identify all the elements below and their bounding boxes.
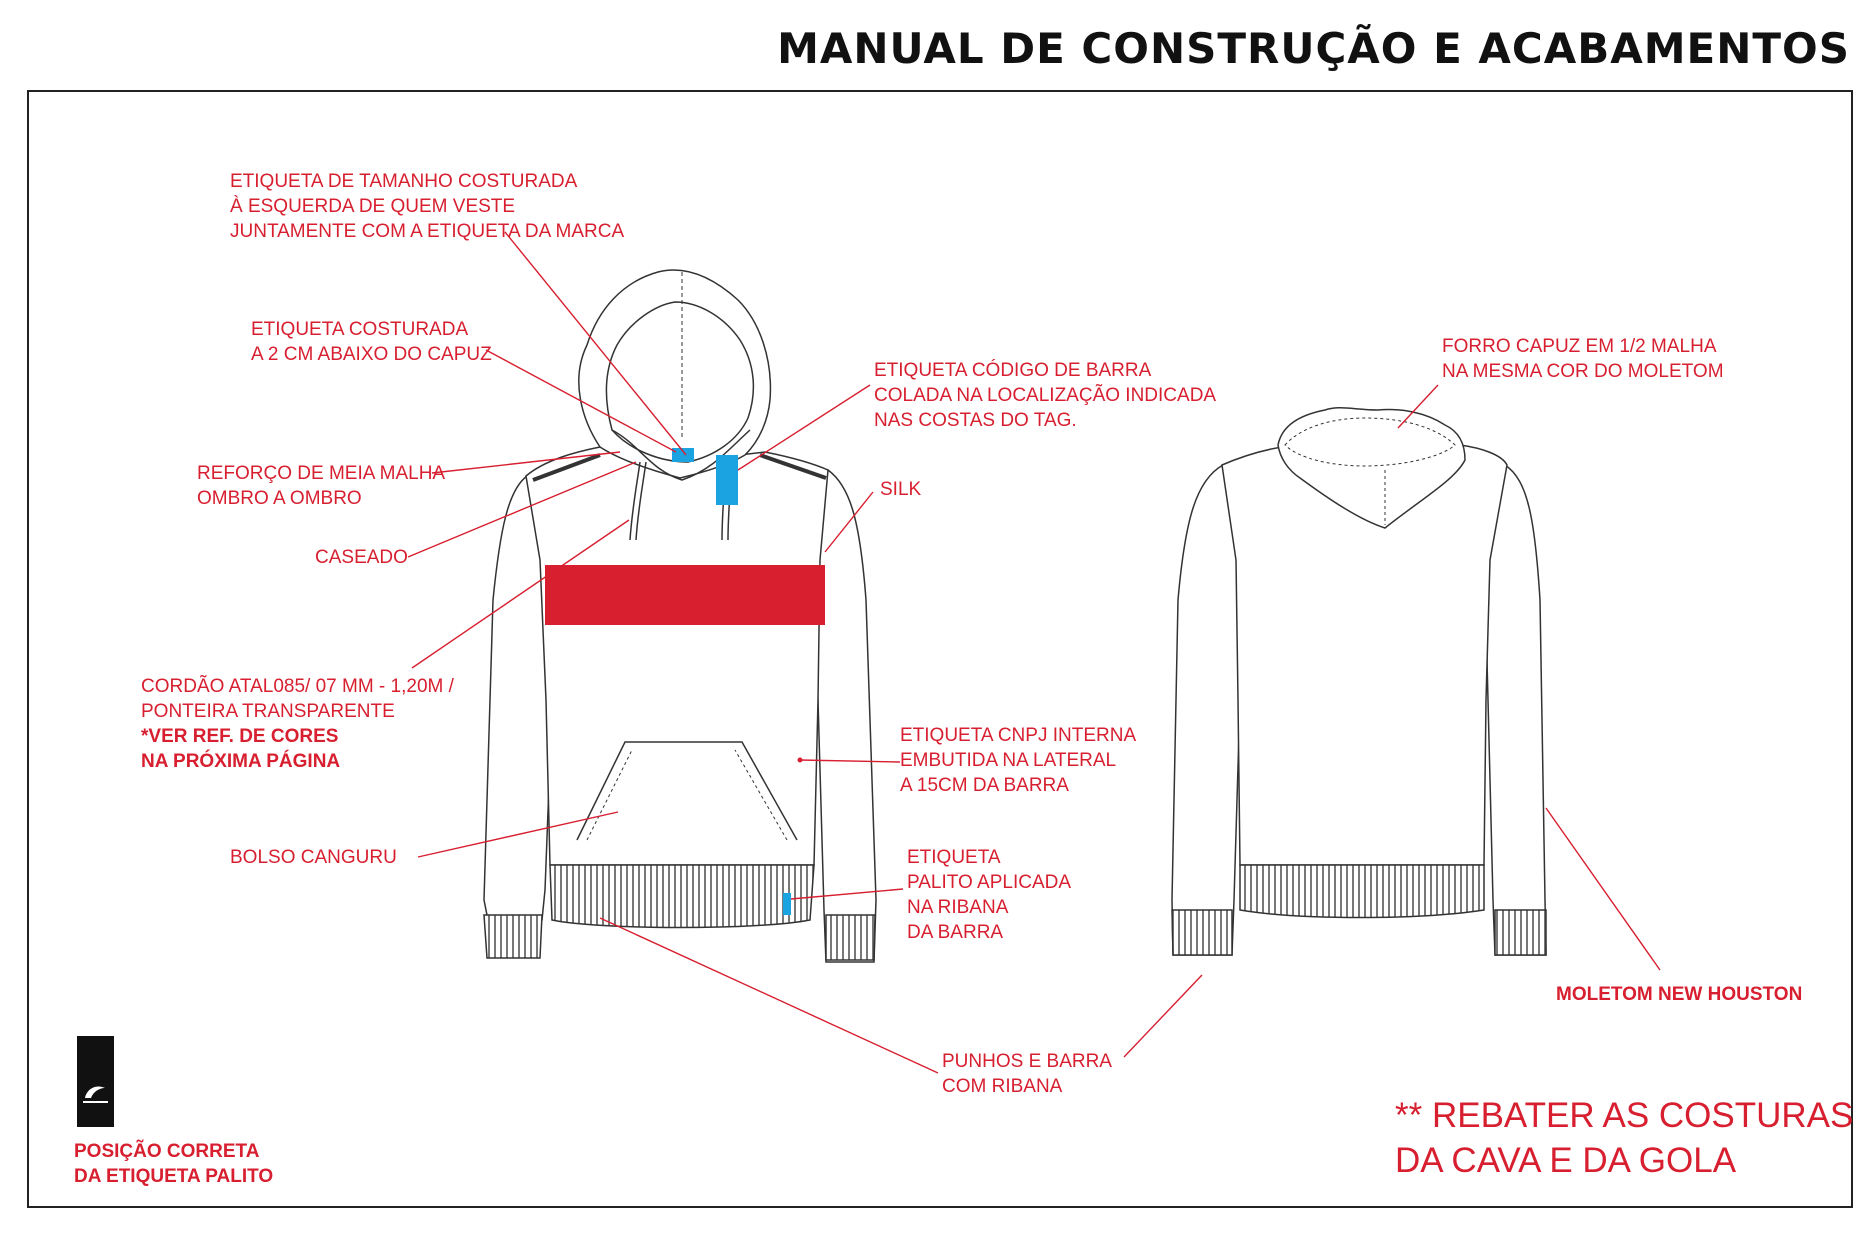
label-size-tag: ETIQUETA DE TAMANHO COSTURADA À ESQUERDA DE QUEM VESTE JUNTAMENTE COM A ETIQUETA DA MARCA xyxy=(230,171,625,242)
back-right-cuff xyxy=(1495,910,1546,955)
label-barcode: ETIQUETA CÓDIGO DE BARRA COLADA NA LOCALIZAÇÃO INDICADA NAS COSTAS DO TAG. xyxy=(874,360,1217,431)
size-tag-marker xyxy=(672,448,694,462)
back-left-cuff xyxy=(1172,910,1232,955)
label-cord: CORDÃO ATAL085/ 07 MM - 1,20M / PONTEIRA TRANSPARENTE *VER REF. DE CORES NA PRÓXIMA PÁGINA xyxy=(141,676,454,772)
leader-cuffs-back xyxy=(1124,975,1202,1057)
label-fabric: MOLETOM NEW HOUSTON xyxy=(1556,984,1803,1005)
label-pocket: BOLSO CANGURU xyxy=(230,847,397,868)
page-title: MANUAL DE CONSTRUÇÃO E ACABAMENTOS xyxy=(777,24,1850,73)
palito-tag-marker xyxy=(783,893,791,915)
leader-fabric xyxy=(1546,808,1660,970)
leader-cuffs-front xyxy=(600,918,938,1073)
label-palito: ETIQUETA PALITO APLICADA NA RIBANA DA BARRA xyxy=(907,847,1072,943)
seams-note: ** REBATER AS COSTURAS DA CAVA E DA GOLA xyxy=(1395,1096,1854,1180)
silk-stripe xyxy=(545,565,825,625)
back-waistband xyxy=(1240,865,1484,918)
front-hoodie xyxy=(484,270,876,962)
label-sewn-tag: ETIQUETA COSTURADA A 2 CM ABAIXO DO CAPUZ xyxy=(251,319,492,365)
label-palito-position: POSIÇÃO CORRETA DA ETIQUETA PALITO xyxy=(74,1141,274,1187)
cnpj-marker-dot xyxy=(798,758,803,763)
front-waistband xyxy=(550,865,814,928)
palito-tag-sample xyxy=(77,1036,114,1127)
back-hoodie xyxy=(1172,408,1546,955)
label-cuffs: PUNHOS E BARRA COM RIBANA xyxy=(942,1051,1112,1097)
front-left-cuff xyxy=(484,915,542,958)
label-reinforcement: REFORÇO DE MEIA MALHA OMBRO A OMBRO xyxy=(197,463,446,509)
barcode-tag-marker xyxy=(716,455,738,505)
front-right-cuff xyxy=(826,915,875,960)
label-hood-lining: FORRO CAPUZ EM 1/2 MALHA NA MESMA COR DO MOLETOM xyxy=(1442,336,1724,382)
label-caseado: CASEADO xyxy=(315,547,408,568)
brand-logo-icon xyxy=(77,1036,114,1127)
label-silk: SILK xyxy=(880,479,922,500)
label-cnpj: ETIQUETA CNPJ INTERNA EMBUTIDA NA LATERAL A 15CM DA BARRA xyxy=(900,725,1137,796)
